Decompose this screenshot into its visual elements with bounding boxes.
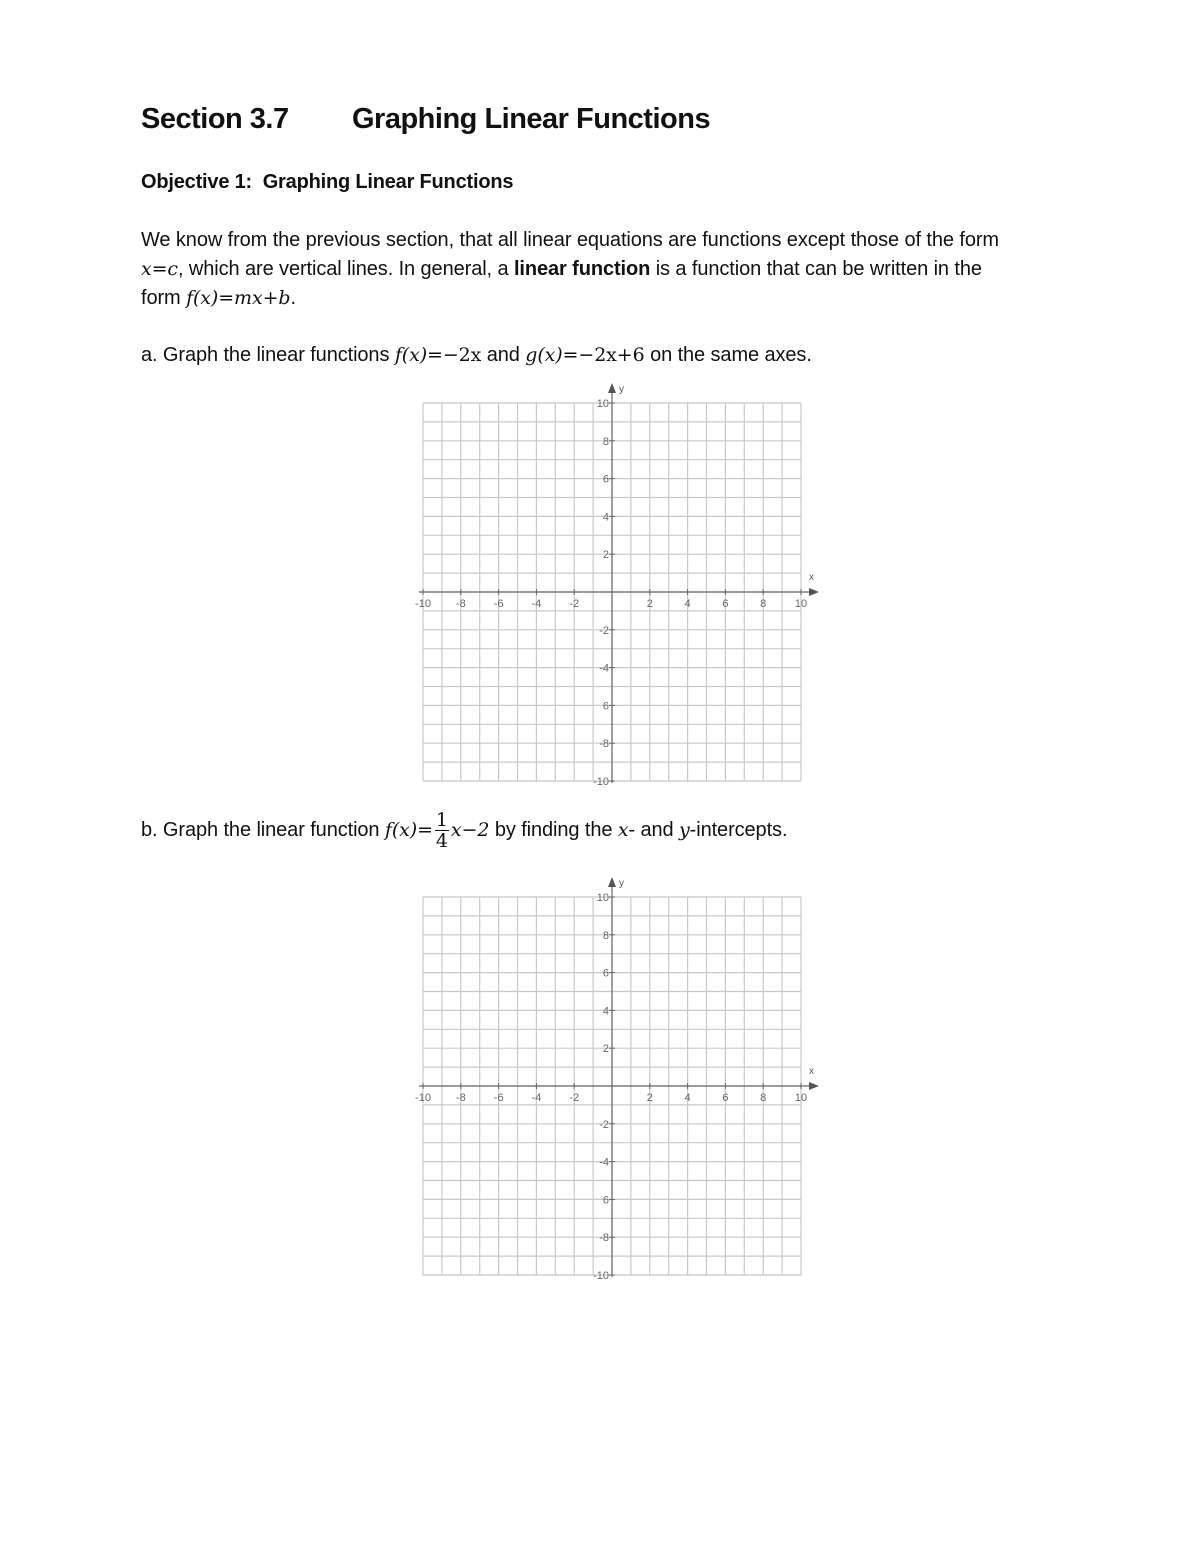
- y-tick-label: -4: [599, 662, 609, 675]
- y-tick-label: 4: [602, 1005, 609, 1018]
- intro-line-2-tail: is a function that can be written in the: [650, 258, 982, 280]
- problem-b-prefix: b. Graph the linear function: [141, 818, 385, 841]
- y-tick-label: -8: [599, 1232, 609, 1245]
- objective-label: Objective 1:: [141, 171, 252, 193]
- objective-heading: [141, 171, 513, 194]
- problem-b: [141, 810, 787, 851]
- intro-line-2-text: , which are vertical lines. In general, a: [177, 258, 514, 280]
- intro-line-3-prefix: form: [141, 287, 187, 309]
- x-tick-label: 2: [646, 598, 653, 610]
- x-tick-label: -2: [569, 1092, 580, 1104]
- problem-b-f-rhs: x−2: [450, 818, 490, 841]
- x-tick-label: 4: [684, 1092, 691, 1104]
- one-fourth-fraction: [435, 810, 449, 851]
- y-tick-label: -2: [599, 624, 609, 637]
- x-tick-label: 8: [760, 598, 767, 610]
- x-tick-label: 10: [794, 598, 808, 610]
- intro-paragraph: [141, 226, 1141, 313]
- y-tick-label: 8: [602, 435, 609, 448]
- coordinate-grid-b: [405, 874, 825, 1284]
- y-tick-label: 6: [602, 700, 609, 713]
- x-axis-label: x: [809, 572, 814, 583]
- x-tick-label: 4: [684, 598, 691, 610]
- x-tick-label: -10: [415, 1092, 431, 1104]
- fraction-numerator: 1: [435, 809, 448, 831]
- problem-a-f-lhs: f(x)=: [394, 344, 443, 366]
- problem-a-g-rhs: −2x+6: [578, 344, 645, 366]
- problem-b-suffix: -intercepts.: [689, 818, 788, 841]
- y-tick-label: 8: [602, 929, 609, 942]
- slope-intercept-form: f(x)=mx+b: [186, 287, 291, 309]
- x-tick-label: -8: [455, 598, 466, 610]
- problem-a-and: and: [481, 344, 526, 366]
- problem-a-f-rhs: −2x: [442, 344, 482, 366]
- y-tick-label: 10: [596, 398, 609, 410]
- problem-b-x-var: x: [617, 818, 629, 841]
- y-tick-label: 10: [596, 892, 609, 904]
- fraction-denominator: 4: [435, 830, 448, 852]
- intro-line-2: [141, 255, 1141, 284]
- y-axis-arrow: [608, 383, 616, 393]
- y-tick-label: -10: [593, 1270, 609, 1282]
- x-tick-label: -6: [493, 1092, 504, 1104]
- intro-line-3-end: .: [290, 287, 296, 309]
- problem-a-prefix: a. Graph the linear functions: [141, 344, 395, 366]
- section-label: Section 3.7: [141, 103, 289, 135]
- objective-title: Graphing Linear Functions: [262, 171, 514, 193]
- intro-line-1: We know from the previous section, that all linear equations are functions except those of the form: [141, 229, 999, 251]
- x-tick-label: 6: [722, 1092, 729, 1104]
- y-tick-label: 2: [602, 549, 609, 562]
- problem-a: [141, 341, 812, 370]
- y-axis-label: y: [619, 878, 624, 889]
- x-tick-label: -6: [493, 598, 504, 610]
- problem-a-g-lhs: g(x)=: [525, 344, 579, 366]
- linear-function-term: linear function: [513, 258, 651, 280]
- y-tick-label: 6: [602, 967, 609, 980]
- section-title: Graphing Linear Functions: [352, 103, 711, 135]
- x-axis-arrow: [809, 1082, 819, 1090]
- y-axis-arrow: [608, 877, 616, 887]
- intro-line-3: [141, 284, 1141, 313]
- y-tick-label: 2: [602, 1043, 609, 1056]
- problem-b-mid: by finding the: [489, 818, 618, 841]
- problem-b-and: - and: [628, 818, 680, 841]
- vertical-line-equation: x=c: [141, 258, 178, 280]
- y-tick-label: 6: [602, 473, 609, 486]
- x-tick-label: -10: [415, 598, 431, 610]
- x-tick-label: 6: [722, 598, 729, 610]
- x-tick-label: -2: [569, 598, 580, 610]
- y-tick-label: -2: [599, 1118, 609, 1131]
- x-tick-label: -8: [455, 1092, 466, 1104]
- x-tick-label: -4: [531, 598, 542, 610]
- problem-b-y-var: y: [679, 818, 690, 841]
- y-tick-label: -8: [599, 738, 609, 751]
- x-tick-label: 10: [794, 1092, 808, 1104]
- y-tick-label: -10: [593, 776, 609, 788]
- y-tick-label: 4: [602, 511, 609, 524]
- y-axis-label: y: [619, 384, 624, 395]
- x-tick-label: 2: [646, 1092, 653, 1104]
- x-tick-label: -4: [531, 1092, 542, 1104]
- problem-a-suffix: on the same axes.: [644, 344, 812, 366]
- y-tick-label: -4: [599, 1156, 609, 1169]
- x-axis-label: x: [809, 1066, 814, 1077]
- x-tick-label: 8: [760, 1092, 767, 1104]
- x-axis-arrow: [809, 588, 819, 596]
- y-tick-label: 6: [602, 1194, 609, 1207]
- problem-b-f-lhs: f(x)=: [384, 818, 433, 841]
- coordinate-grid-a: [405, 380, 825, 790]
